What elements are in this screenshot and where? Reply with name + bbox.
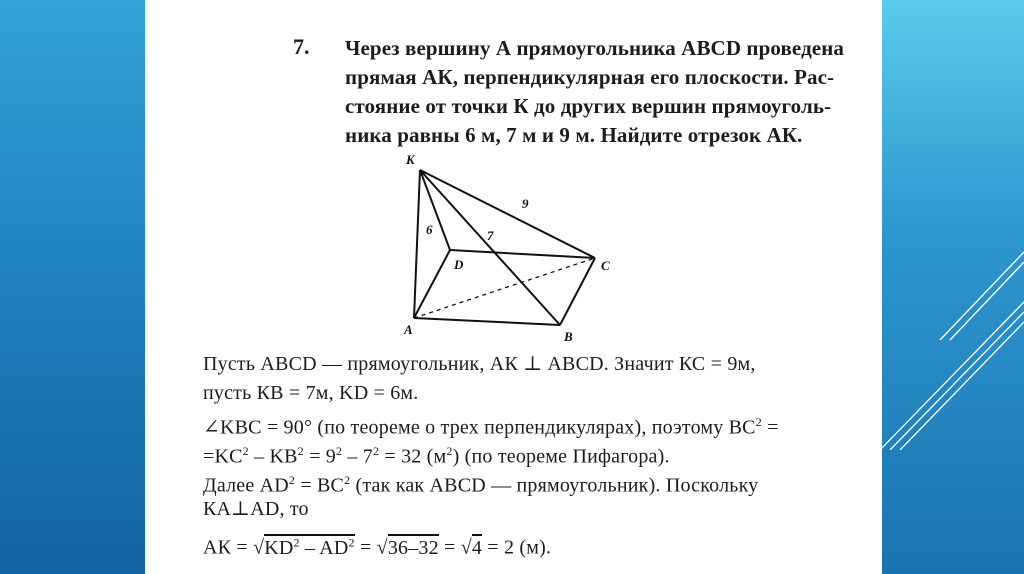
vertex-label-C: C <box>601 258 610 273</box>
vertex-label-B: B <box>564 329 573 344</box>
edge-label-9: 9 <box>522 196 529 211</box>
pyramid-edges <box>414 170 595 325</box>
formula-ak: АК = $√KD^2 - AD^2 = √36-32 = √4 = 2$ (м). <box>203 535 552 559</box>
solution-line-2: пусть КВ = 7м, KD = 6м. <box>203 382 419 404</box>
edge-DC <box>450 250 595 258</box>
edge-label-7: 7 <box>487 228 494 243</box>
solution-line-6: КА⊥AD, то <box>203 498 309 520</box>
problem-line-1: Через вершину А прямоугольника ABCD проведена <box>345 36 845 60</box>
edge-KB <box>420 170 560 325</box>
vertex-label-K: K <box>406 152 415 167</box>
edge-AB <box>414 318 560 325</box>
solution-line-3: ∠KBC = 90° (по теореме о трех перпендикулярах), поэтому $ВС^2$ = <box>203 415 779 439</box>
solution-line-1: Пусть ABCD — прямоугольник, АК ⊥ ABCD. Значит КС = 9м, <box>203 353 756 375</box>
vertex-label-A: A <box>404 322 413 337</box>
left-background-band <box>0 0 145 574</box>
pyramid-figure <box>400 150 630 345</box>
slide-page <box>145 0 882 574</box>
edge-KA <box>414 170 420 318</box>
edge-BC <box>560 258 595 325</box>
edge-KC <box>420 170 595 258</box>
problem-line-2: прямая АК, перпендикулярная его плоскости. Рас- <box>345 65 835 89</box>
problem-line-4: ника равны 6 м, 7 м и 9 м. Найдите отрезок АК. <box>345 123 803 147</box>
vertex-label-D: D <box>454 257 464 272</box>
edge-label-6: 6 <box>426 222 433 237</box>
problem-number: 7. <box>293 34 310 59</box>
decorative-diagonal-lines <box>880 250 1024 450</box>
solution-line-4: $=KC^2 - KB^2 = 9^2 - 7^2 = 32$ $(м^2)$ (по теореме Пифагора). <box>203 444 670 468</box>
solution-line-5: Далее $AD^2 = BC^2$ (так как ABCD — прямоугольник). Поскольку <box>203 473 759 497</box>
problem-line-3: стояние от точки К до других вершин прямоуголь- <box>345 94 832 118</box>
